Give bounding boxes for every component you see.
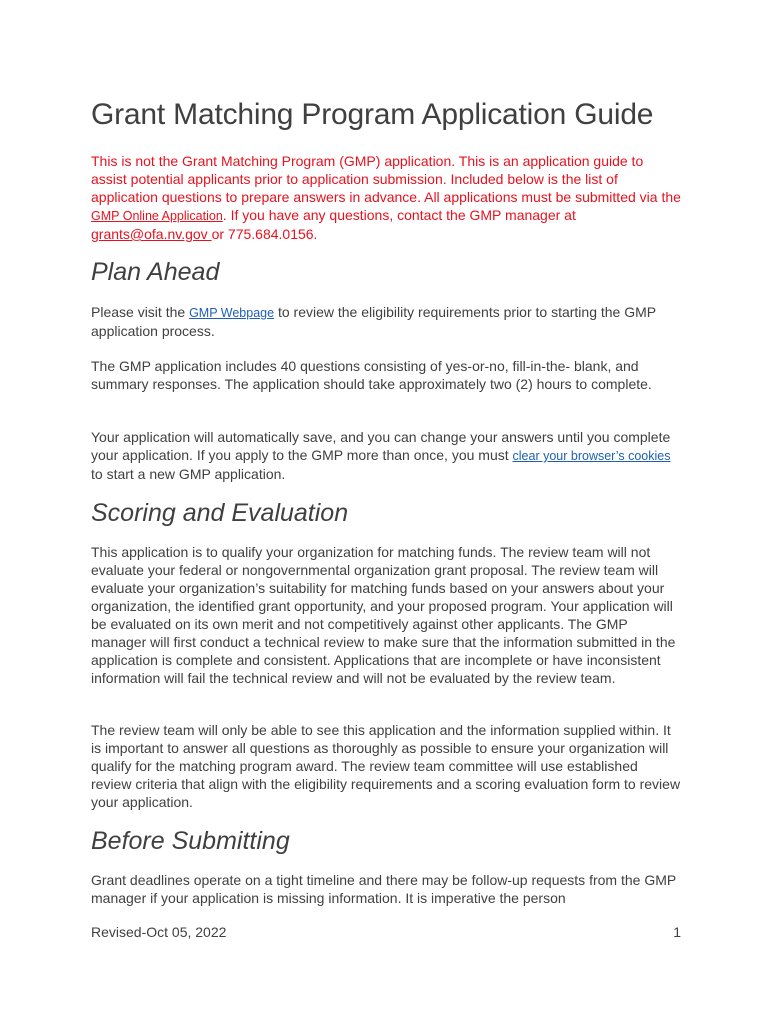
heading-before-submitting: Before Submitting [91, 827, 290, 855]
grants-email-link[interactable]: grants@ofa.nv.gov [91, 226, 212, 242]
clear-cookies-link[interactable]: clear your browser’s cookies [512, 449, 671, 463]
gmp-webpage-link[interactable]: GMP Webpage [189, 306, 275, 320]
page-number: 1 [673, 924, 681, 940]
before-submitting-paragraph-1: Grant deadlines operate on a tight timeline and there may be follow-up requests from the GMP manager if your application is missing information. It is imperative the person [91, 872, 676, 906]
notice-text-1: This is not the Grant Matching Program (GMP) application. This is an application guide to assist potential applicants prior to application submission. Included below is the list of application questions to prepare answers in advance. All applications must be submitted via the [91, 153, 681, 205]
plan-ahead-p1-text-b: to review the eligibility requirements prior to starting the GMP application process. [91, 304, 656, 339]
plan-ahead-paragraph-1 [91, 303, 681, 340]
notice-text-3: or 775.684.0156. [211, 226, 318, 242]
heading-plan-ahead: Plan Ahead [91, 258, 220, 286]
plan-ahead-paragraph-3 [91, 428, 681, 483]
plan-ahead-p1-text-a: Please visit the [91, 304, 190, 320]
plan-ahead-p3-text-b: to start a new GMP application. [91, 466, 286, 482]
gmp-online-application-link[interactable]: GMP Online Application [91, 209, 223, 223]
scoring-paragraph-2: The review team will only be able to see this application and the information supplied within. It is important to answer all questions as thoroughly as possible to ensure your organization will qualify for the matching program award. The review team committee will use established review criteria that align with the eligibility requirements and a scoring evaluation form to review your application. [91, 722, 681, 810]
revised-date: Revised-Oct 05, 2022 [91, 924, 227, 940]
application-notice [91, 152, 681, 243]
heading-scoring-evaluation: Scoring and Evaluation [91, 499, 349, 527]
plan-ahead-p3-text-a: Your application will automatically save, and you can change your answers until you complete your application. If you apply to the GMP more than once, you must [91, 429, 671, 463]
scoring-paragraph-1: This application is to qualify your organization for matching funds. The review team will not evaluate your federal or nongovernmental organization grant proposal. The review team will evaluate your organization’s suitability for matching funds based on your answers about your organization, the identified grant opportunity, and your proposed program. Your application will be evaluated on its own merit and not competitively against other applicants. The GMP manager will first conduct a technical review to make sure that the information submitted in the application is complete and consistent. Applications that are incomplete or have inconsistent information will fail the technical review and will not be evaluated by the review team. [91, 544, 676, 686]
plan-ahead-paragraph-2: The GMP application includes 40 questions consisting of yes-or-no, fill-in-the- blank, and summary responses. The application should take approximately two (2) hours to complete. [91, 358, 652, 392]
page-title: Grant Matching Program Application Guide [91, 98, 654, 131]
notice-text-2: . If you have any questions, contact the GMP manager at [222, 207, 576, 223]
